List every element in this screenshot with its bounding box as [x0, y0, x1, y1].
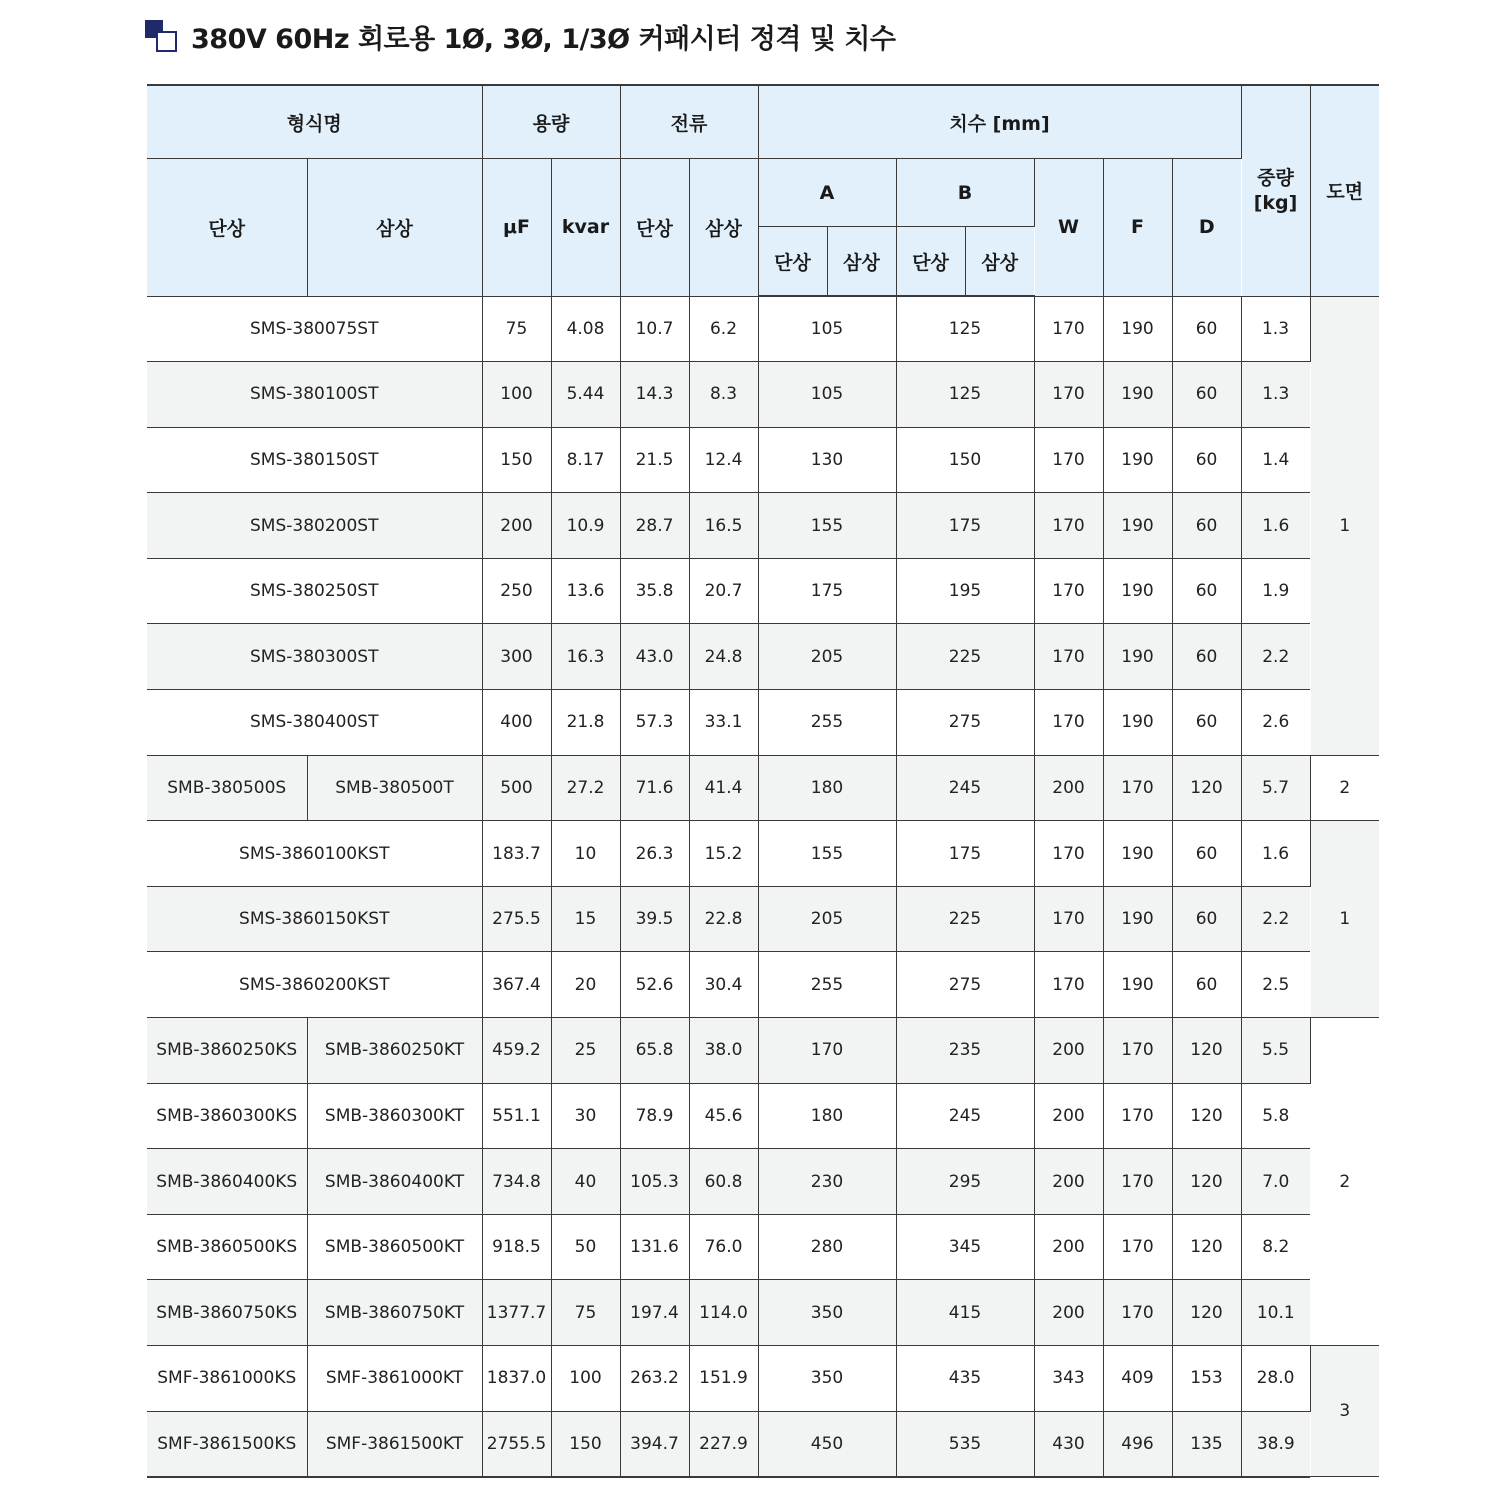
dim-b: 245 — [896, 755, 1034, 821]
dim-a: 155 — [758, 821, 896, 887]
capacity-uf: 200 — [482, 493, 551, 559]
dim-w: 200 — [1034, 1018, 1103, 1084]
current-three: 12.4 — [689, 427, 758, 493]
dim-w: 343 — [1034, 1346, 1103, 1412]
model-single: SMB-3860750KS — [147, 1280, 307, 1346]
capacity-uf: 250 — [482, 558, 551, 624]
current-single: 21.5 — [620, 427, 689, 493]
capacity-kvar: 15 — [551, 886, 620, 952]
dim-b: 150 — [896, 427, 1034, 493]
capacity-kvar: 13.6 — [551, 558, 620, 624]
model-three: SMB-3860250KT — [307, 1018, 482, 1084]
table-body — [147, 296, 1379, 1477]
header-model: 형식명 — [147, 85, 482, 159]
weight: 28.0 — [1241, 1346, 1310, 1412]
model-single: SMB-380500S — [147, 755, 307, 821]
dim-d: 120 — [1172, 1214, 1241, 1280]
dim-w: 170 — [1034, 886, 1103, 952]
table-row — [147, 1346, 1379, 1412]
capacity-uf: 275.5 — [482, 886, 551, 952]
dim-f: 190 — [1103, 886, 1172, 952]
dim-b: 175 — [896, 493, 1034, 559]
capacity-kvar: 16.3 — [551, 624, 620, 690]
capacity-uf: 551.1 — [482, 1083, 551, 1149]
page-title: 380V 60Hz 회로용 1Ø, 3Ø, 1/3Ø 커패시터 정격 및 치수 — [191, 23, 896, 55]
dim-w: 200 — [1034, 755, 1103, 821]
dim-b: 245 — [896, 1083, 1034, 1149]
header-dim-b: B — [896, 159, 1034, 227]
header-dim-b-single: 단상 — [896, 227, 965, 297]
dim-f: 190 — [1103, 427, 1172, 493]
header-dim-a: A — [758, 159, 896, 227]
weight: 1.3 — [1241, 296, 1310, 362]
current-three: 22.8 — [689, 886, 758, 952]
dim-a: 170 — [758, 1018, 896, 1084]
dim-b: 345 — [896, 1214, 1034, 1280]
dim-b: 175 — [896, 821, 1034, 887]
header-uf: μF — [482, 159, 551, 297]
table-row — [147, 1149, 1379, 1215]
weight: 1.9 — [1241, 558, 1310, 624]
dim-w: 170 — [1034, 558, 1103, 624]
capacity-kvar: 10.9 — [551, 493, 620, 559]
dim-w: 170 — [1034, 624, 1103, 690]
table-row — [147, 1411, 1379, 1477]
title-row — [145, 14, 895, 58]
dim-a: 175 — [758, 558, 896, 624]
capacity-kvar: 20 — [551, 952, 620, 1018]
model-combined: SMS-380250ST — [147, 558, 482, 624]
table-row — [147, 1083, 1379, 1149]
dim-f: 170 — [1103, 1149, 1172, 1215]
dim-a: 255 — [758, 952, 896, 1018]
dim-d: 120 — [1172, 1280, 1241, 1346]
current-three: 76.0 — [689, 1214, 758, 1280]
capacity-uf: 100 — [482, 362, 551, 428]
drawing-number: 3 — [1310, 1346, 1379, 1477]
dim-a: 205 — [758, 624, 896, 690]
dim-f: 170 — [1103, 1214, 1172, 1280]
model-three: SMF-3861500KT — [307, 1411, 482, 1477]
current-three: 227.9 — [689, 1411, 758, 1477]
model-three: SMB-3860300KT — [307, 1083, 482, 1149]
model-combined: SMS-380200ST — [147, 493, 482, 559]
current-single: 28.7 — [620, 493, 689, 559]
drawing-number: 1 — [1310, 296, 1379, 755]
dim-f: 170 — [1103, 1018, 1172, 1084]
weight: 1.3 — [1241, 362, 1310, 428]
header-capacity: 용량 — [482, 85, 620, 159]
current-single: 10.7 — [620, 296, 689, 362]
dim-w: 430 — [1034, 1411, 1103, 1477]
model-three: SMF-3861000KT — [307, 1346, 482, 1412]
header-weight-label: 중량 — [1257, 167, 1294, 190]
dim-f: 190 — [1103, 362, 1172, 428]
capacity-kvar: 5.44 — [551, 362, 620, 428]
header-dim-d: D — [1172, 159, 1241, 297]
weight: 1.6 — [1241, 493, 1310, 559]
table-row — [147, 1018, 1379, 1084]
table-row — [147, 362, 1379, 428]
drawing-number: 1 — [1310, 821, 1379, 1018]
weight: 2.2 — [1241, 624, 1310, 690]
dim-d: 120 — [1172, 1018, 1241, 1084]
current-single: 131.6 — [620, 1214, 689, 1280]
dim-a: 105 — [758, 296, 896, 362]
capacity-uf: 2755.5 — [482, 1411, 551, 1477]
dim-f: 190 — [1103, 558, 1172, 624]
dim-w: 170 — [1034, 427, 1103, 493]
capacity-uf: 500 — [482, 755, 551, 821]
current-three: 151.9 — [689, 1346, 758, 1412]
header-dim-w: W — [1034, 159, 1103, 297]
dim-d: 120 — [1172, 1083, 1241, 1149]
current-three: 16.5 — [689, 493, 758, 559]
model-three: SMB-3860400KT — [307, 1149, 482, 1215]
header-model-three: 삼상 — [307, 159, 482, 297]
dim-f: 170 — [1103, 755, 1172, 821]
model-single: SMB-3860500KS — [147, 1214, 307, 1280]
current-single: 43.0 — [620, 624, 689, 690]
dim-b: 295 — [896, 1149, 1034, 1215]
model-three: SMB-380500T — [307, 755, 482, 821]
current-single: 263.2 — [620, 1346, 689, 1412]
capacity-uf: 75 — [482, 296, 551, 362]
dim-d: 60 — [1172, 952, 1241, 1018]
weight: 10.1 — [1241, 1280, 1310, 1346]
dim-b: 415 — [896, 1280, 1034, 1346]
current-single: 57.3 — [620, 690, 689, 756]
dim-a: 155 — [758, 493, 896, 559]
current-three: 15.2 — [689, 821, 758, 887]
dim-f: 496 — [1103, 1411, 1172, 1477]
dim-d: 60 — [1172, 296, 1241, 362]
dim-w: 170 — [1034, 296, 1103, 362]
current-single: 65.8 — [620, 1018, 689, 1084]
dim-a: 280 — [758, 1214, 896, 1280]
current-three: 114.0 — [689, 1280, 758, 1346]
drawing-number: 2 — [1310, 755, 1379, 821]
dim-d: 60 — [1172, 624, 1241, 690]
weight: 5.7 — [1241, 755, 1310, 821]
capacity-kvar: 10 — [551, 821, 620, 887]
model-single: SMB-3860400KS — [147, 1149, 307, 1215]
model-combined: SMS-380075ST — [147, 296, 482, 362]
table-row — [147, 493, 1379, 559]
capacity-uf: 183.7 — [482, 821, 551, 887]
model-combined: SMS-380300ST — [147, 624, 482, 690]
dim-d: 60 — [1172, 493, 1241, 559]
current-three: 41.4 — [689, 755, 758, 821]
dim-d: 60 — [1172, 362, 1241, 428]
model-combined: SMS-380150ST — [147, 427, 482, 493]
dim-f: 190 — [1103, 952, 1172, 1018]
weight: 5.5 — [1241, 1018, 1310, 1084]
header-current-three: 삼상 — [689, 159, 758, 297]
dim-b: 125 — [896, 296, 1034, 362]
dim-d: 135 — [1172, 1411, 1241, 1477]
model-three: SMB-3860750KT — [307, 1280, 482, 1346]
model-single: SMB-3860250KS — [147, 1018, 307, 1084]
current-single: 105.3 — [620, 1149, 689, 1215]
weight: 7.0 — [1241, 1149, 1310, 1215]
current-single: 78.9 — [620, 1083, 689, 1149]
table-row — [147, 1280, 1379, 1346]
header-weight-unit: [kg] — [1253, 191, 1298, 214]
header-current-single: 단상 — [620, 159, 689, 297]
model-single: SMB-3860300KS — [147, 1083, 307, 1149]
header-dimensions: 치수 [mm] — [758, 85, 1241, 159]
dim-a: 180 — [758, 755, 896, 821]
current-single: 14.3 — [620, 362, 689, 428]
capacity-kvar: 21.8 — [551, 690, 620, 756]
capacity-uf: 367.4 — [482, 952, 551, 1018]
current-three: 45.6 — [689, 1083, 758, 1149]
current-single: 35.8 — [620, 558, 689, 624]
current-three: 60.8 — [689, 1149, 758, 1215]
weight: 1.6 — [1241, 821, 1310, 887]
table-row — [147, 690, 1379, 756]
dim-d: 60 — [1172, 558, 1241, 624]
current-three: 20.7 — [689, 558, 758, 624]
table-row — [147, 755, 1379, 821]
capacity-kvar: 27.2 — [551, 755, 620, 821]
model-combined: SMS-3860150KST — [147, 886, 482, 952]
header-dim-f: F — [1103, 159, 1172, 297]
table-row — [147, 296, 1379, 362]
current-three: 30.4 — [689, 952, 758, 1018]
weight: 2.2 — [1241, 886, 1310, 952]
capacity-uf: 918.5 — [482, 1214, 551, 1280]
capacity-kvar: 8.17 — [551, 427, 620, 493]
table-row — [147, 1214, 1379, 1280]
dim-f: 190 — [1103, 690, 1172, 756]
capacity-kvar: 40 — [551, 1149, 620, 1215]
table-row — [147, 821, 1379, 887]
dim-w: 200 — [1034, 1149, 1103, 1215]
dim-w: 170 — [1034, 952, 1103, 1018]
dim-b: 195 — [896, 558, 1034, 624]
current-three: 38.0 — [689, 1018, 758, 1084]
dim-b: 435 — [896, 1346, 1034, 1412]
dim-f: 190 — [1103, 493, 1172, 559]
capacity-uf: 1377.7 — [482, 1280, 551, 1346]
dim-a: 130 — [758, 427, 896, 493]
capacity-uf: 400 — [482, 690, 551, 756]
dim-w: 170 — [1034, 821, 1103, 887]
title-bullet-icon — [145, 20, 177, 52]
dim-a: 105 — [758, 362, 896, 428]
capacity-uf: 300 — [482, 624, 551, 690]
capacitor-spec-table — [147, 84, 1379, 1478]
weight: 5.8 — [1241, 1083, 1310, 1149]
dim-b: 225 — [896, 886, 1034, 952]
header-dim-a-three: 삼상 — [827, 227, 896, 297]
dim-a: 230 — [758, 1149, 896, 1215]
capacity-kvar: 150 — [551, 1411, 620, 1477]
header-drawing: 도면 — [1310, 85, 1379, 296]
dim-b: 125 — [896, 362, 1034, 428]
dim-f: 190 — [1103, 296, 1172, 362]
dim-b: 275 — [896, 952, 1034, 1018]
capacity-kvar: 25 — [551, 1018, 620, 1084]
model-single: SMF-3861500KS — [147, 1411, 307, 1477]
dim-w: 170 — [1034, 362, 1103, 428]
dim-a: 205 — [758, 886, 896, 952]
dim-b: 225 — [896, 624, 1034, 690]
dim-w: 200 — [1034, 1280, 1103, 1346]
header-current: 전류 — [620, 85, 758, 159]
table-row — [147, 624, 1379, 690]
drawing-number: 2 — [1310, 1018, 1379, 1346]
capacity-kvar: 4.08 — [551, 296, 620, 362]
dim-d: 153 — [1172, 1346, 1241, 1412]
dim-a: 350 — [758, 1280, 896, 1346]
dim-d: 60 — [1172, 427, 1241, 493]
capacity-kvar: 30 — [551, 1083, 620, 1149]
header-kvar: kvar — [551, 159, 620, 297]
dim-w: 200 — [1034, 1083, 1103, 1149]
current-single: 394.7 — [620, 1411, 689, 1477]
dim-a: 350 — [758, 1346, 896, 1412]
current-three: 24.8 — [689, 624, 758, 690]
capacity-uf: 150 — [482, 427, 551, 493]
header-weight — [1241, 85, 1310, 296]
dim-w: 170 — [1034, 690, 1103, 756]
capacity-uf: 459.2 — [482, 1018, 551, 1084]
dim-a: 450 — [758, 1411, 896, 1477]
weight: 1.4 — [1241, 427, 1310, 493]
current-three: 6.2 — [689, 296, 758, 362]
model-combined: SMS-380100ST — [147, 362, 482, 428]
dim-f: 170 — [1103, 1083, 1172, 1149]
current-single: 52.6 — [620, 952, 689, 1018]
dim-d: 120 — [1172, 755, 1241, 821]
model-combined: SMS-3860200KST — [147, 952, 482, 1018]
current-single: 197.4 — [620, 1280, 689, 1346]
dim-w: 170 — [1034, 493, 1103, 559]
table-row — [147, 886, 1379, 952]
header-dim-a-single: 단상 — [758, 227, 827, 297]
capacity-kvar: 100 — [551, 1346, 620, 1412]
dim-b: 235 — [896, 1018, 1034, 1084]
dim-d: 60 — [1172, 886, 1241, 952]
capacity-kvar: 50 — [551, 1214, 620, 1280]
dim-w: 200 — [1034, 1214, 1103, 1280]
weight: 2.5 — [1241, 952, 1310, 1018]
current-single: 71.6 — [620, 755, 689, 821]
weight: 38.9 — [1241, 1411, 1310, 1477]
dim-d: 120 — [1172, 1149, 1241, 1215]
header-model-single: 단상 — [147, 159, 307, 297]
table-row — [147, 427, 1379, 493]
dim-a: 255 — [758, 690, 896, 756]
current-single: 26.3 — [620, 821, 689, 887]
dim-f: 409 — [1103, 1346, 1172, 1412]
dim-d: 60 — [1172, 821, 1241, 887]
header-dim-b-three: 삼상 — [965, 227, 1034, 297]
model-combined: SMS-3860100KST — [147, 821, 482, 887]
dim-f: 190 — [1103, 624, 1172, 690]
table-row — [147, 952, 1379, 1018]
dim-f: 170 — [1103, 1280, 1172, 1346]
dim-b: 535 — [896, 1411, 1034, 1477]
dim-a: 180 — [758, 1083, 896, 1149]
capacity-uf: 734.8 — [482, 1149, 551, 1215]
table-row — [147, 558, 1379, 624]
model-combined: SMS-380400ST — [147, 690, 482, 756]
weight: 2.6 — [1241, 690, 1310, 756]
dim-f: 190 — [1103, 821, 1172, 887]
capacity-uf: 1837.0 — [482, 1346, 551, 1412]
current-single: 39.5 — [620, 886, 689, 952]
dim-b: 275 — [896, 690, 1034, 756]
current-three: 8.3 — [689, 362, 758, 428]
dim-d: 60 — [1172, 690, 1241, 756]
weight: 8.2 — [1241, 1214, 1310, 1280]
model-three: SMB-3860500KT — [307, 1214, 482, 1280]
current-three: 33.1 — [689, 690, 758, 756]
capacity-kvar: 75 — [551, 1280, 620, 1346]
model-single: SMF-3861000KS — [147, 1346, 307, 1412]
